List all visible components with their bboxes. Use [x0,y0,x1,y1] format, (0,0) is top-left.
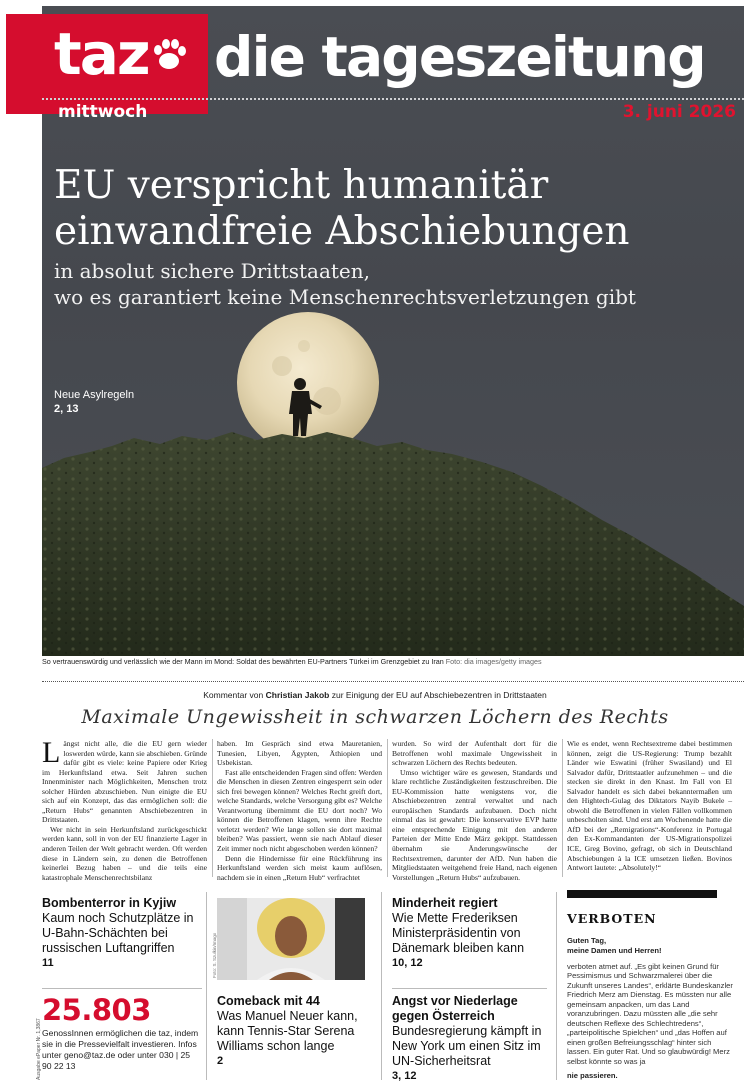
subscriber-text[interactable]: GenossInnen ermöglichen die taz, indem sie in die Pressevielfalt investieren. Infos unter geno@taz.de oder unter 030 | 25 90 22 13 [42,1028,199,1071]
verboten-body: verboten atmet auf. „Es gibt keinen Grund für Pessimismus und Schwarzmalerei über die Zukunft unseres Landes“, erklärte Bundeskanzler Friedrich Merz am Dienstag. Es müssten nur alle gemeinsam anpacken, um das Land voranzubringen. Dazu müssten alle „die sehr deutschen Reflexe des Schlechtredens“, „parteipolitische Spielchen“ und „das Hoffen auf einen großen Befreiungsschlag“ hinter sich lassen. Ein guter Rat. Und so glaubwürdig! Merz selbst könnte so was ja [567,962,733,1066]
headline-line-2: einwandfreie Abschiebungen [54,209,630,254]
commentary-title[interactable]: Maximale Ungewissheit in schwarzen Löchern des Rechts [81,706,669,728]
hero-tease-label: Neue Asylregeln [54,389,135,401]
teaser-divider [42,988,202,989]
issue-date: 3. juni 2026 [622,102,736,122]
edition-note: Ausgabe ePaper Nr. 1,3867 [36,1018,42,1080]
article-paragraph: Denn die Hindernisse für eine Rückführung ins Herkunftsland werden sich meist kaum auflösen, nachdem sie in einen „Return Hub“ verfrachtet [217,853,382,882]
byline-suffix: zur Einigung der EU auf Abschiebezentren in Drittstaaten [331,690,547,700]
teaser-text: Wie Mette Frederiksen Ministerpräsidentin von Dänemark bleiben kann [392,911,525,955]
headline-line-1: EU verspricht humanitär [54,163,549,208]
verboten-punchline: nie passieren. [567,1071,618,1080]
caption-text: So vertrauenswürdig und verlässlich wie der Mann im Mond: Soldat des bewährten EU-Partners Türkei im Grenzgebiet zu Iran [42,657,444,666]
teaser-kicker: Minderheit regiert [392,896,498,910]
weekday: mittwoch [58,102,148,122]
hero-tease-pages: 2, 13 [54,403,79,415]
paper-name: die tageszeitung [214,25,705,89]
teaser-text: Kaum noch Schutzplätze in U-Bahn-Schächten bei russischen Luftangriffen [42,911,194,955]
teaser-text: Bundesregierung kämpft in New York um einen Sitz im UN-Sicherheitsrat [392,1024,542,1068]
column-rule [206,892,207,1080]
verboten-greeting [567,936,737,955]
teaser-kyjiw[interactable] [42,896,202,971]
caption-credit: Foto: dia images/getty images [445,657,542,666]
dropcap: L [42,736,61,769]
paw-icon [150,36,188,74]
teaser-kicker: Bombenterror in Kyjiw [42,896,177,910]
lead-subheadline [54,258,744,310]
teaser-page: 2 [217,1055,224,1067]
article-column-4 [567,739,732,877]
lead-headline[interactable] [54,163,744,255]
article-paragraph: Wie es endet, wenn Rechtsextreme dabei bestimmen können, zeigt die US-Regierung: Trump bezahlt Länder wie Eswatini (früher Swasiland) und El Salvador dafür, Drittstaatler aufzunehmen – und die stecken sie direkt in den Knast. Im Fall von El Salvador handelt es sich dabei bekanntermaßen um den Hightech-Gulag des Diktators Nayib Bukele – obwohl die Betroffenen in vielen Fällen vollkommen unbescholten sind. Und erst am Wochenende hatte die AfD bei der „Remigrations“-Konferenz in Portugal den Ex-Kommandanten der US-Migrationspolizei ICE, Greg Bovino, gefragt, ob sich in Deutschland Abschiebungen à la ICE umsetzen ließen. Bovinos Antwort lautete: „Absolutely!“ [567,739,732,873]
article-paragraph [42,736,207,825]
article-paragraph: haben. Im Gespräch sind etwa Mauretanien, Tunesien, Libyen, Ägypten, Äthiopien und Usbekistan. [217,739,382,768]
commentary-byline [0,690,750,700]
verboten-title: VERBOTEN [567,911,657,926]
paragraph-text: ängst nicht alle, die die EU gern wieder loswerden würde, kann sie abschieben. Gründe dafür gibt es viele: keine Papiere oder Krieg im Herkunftsland etwa. Seit Jahren suchen Innenminister nach Möglichkeiten, Menschen trotz solcher Hürden abzuschieben. Nun einigte die EU sich auf ein Konzept, das das ermöglichen soll: die „Return Hubs“ genannten Abschiebezentren in Drittstaaten. [42,739,207,825]
photo-credit: Foto: S. Szulkin/Imago [212,932,217,978]
verboten-bar [567,890,717,898]
greeting-line-2: meine Damen und Herren! [567,945,662,955]
section-divider [42,681,744,682]
taz-logo-text[interactable]: taz [54,20,149,88]
hero-tease[interactable] [54,389,134,415]
subscriber-count: 25.803 [42,993,151,1027]
subheadline-line-1: in absolut sichere Drittstaaten, [54,259,370,283]
column-rule [212,739,213,877]
moon [237,312,379,454]
article-column-1 [42,736,207,882]
article-column-2 [217,739,382,882]
byline-prefix: Kommentar von [203,690,264,700]
article-paragraph: Wer nicht in sein Herkunftsland zurückgeschickt werden kann, soll in von der EU finanzierte Lager in anderen Teilen der Welt gebracht werden. Oft werden diese in Ländern sein, zu denen die Betroffenen keinerlei Bezug haben – und die teils eine katastrophale Menschenrechtsbilanz [42,824,207,882]
serena-photo[interactable] [217,898,365,980]
teaser-page: 3, 12 [392,1070,417,1082]
teaser-frederiksen[interactable] [392,896,552,971]
article-paragraph: Umso wichtiger wäre es gewesen, Standards und klare rechtliche Zuständigkeiten festzuschreiben. Die EU-Kommission hatte wenigstens vor, die Abschiebezentren zentral verwaltet und nach europäischen Standards aufzubauen. Doch nicht einmal das ist gewahrt: Die konservative EVP hatte eine entsprechende Einigung mit den anderen Parteien der Mitte Ende März gekippt. Stattdessen übernahm sie Änderungswünsche der Rechtsextremen, darunter der AfD. Nun haben die Mitgliedstaaten weitgehend freie Hand, nach eigenen Vorstellungen „Return Hubs“ aufzubauen. [392,767,557,882]
column-rule [562,739,563,877]
teaser-kicker: Angst vor Niederlage gegen Österreich [392,994,518,1023]
teaser-page: 11 [42,957,54,969]
teaser-divider [392,988,547,989]
subheadline-line-2: wo es garantiert keine Menschenrechtsverletzungen gibt [54,285,636,309]
column-rule [387,739,388,877]
serena-photo-illustration [217,898,365,980]
byline-author[interactable]: Christian Jakob [265,690,330,700]
greeting-line-1: Guten Tag, [567,936,607,945]
teaser-page: 10, 12 [392,957,423,969]
masthead-divider [42,98,744,100]
article-column-3 [392,739,557,882]
teaser-text: Was Manuel Neuer kann, kann Tennis-Star Serena Williams schon lange [217,1009,358,1053]
teaser-oesterreich[interactable] [392,994,552,1084]
teaser-kicker: Comeback mit 44 [217,994,320,1008]
column-rule [381,892,382,1080]
article-paragraph: Fast alle entscheidenden Fragen sind offen: Werden die Menschen in diesen Zentren eingesperrt sein oder sich frei bewegen können? Welches Recht greift dort, welche Standards, welche Versorgung gibt es? Welche Verantwortung übernimmt die EU dort noch? Wo können die Betroffenen klagen, wenn ihre Rechte verletzt werden? Wie lange sollen sie dort maximal bleiben? Was passiert, wenn sie nach Ablauf dieser Zeit immer noch nicht abgeschoben werden können? [217,767,382,854]
column-rule [556,892,557,1080]
teaser-serena[interactable] [217,994,377,1069]
article-paragraph: wurden. So wird der Aufenthalt dort für die Betroffenen wohl maximale Ungewissheit in schwarzen Löchern des Rechts bedeuten. [392,739,557,768]
photo-caption [42,657,542,666]
